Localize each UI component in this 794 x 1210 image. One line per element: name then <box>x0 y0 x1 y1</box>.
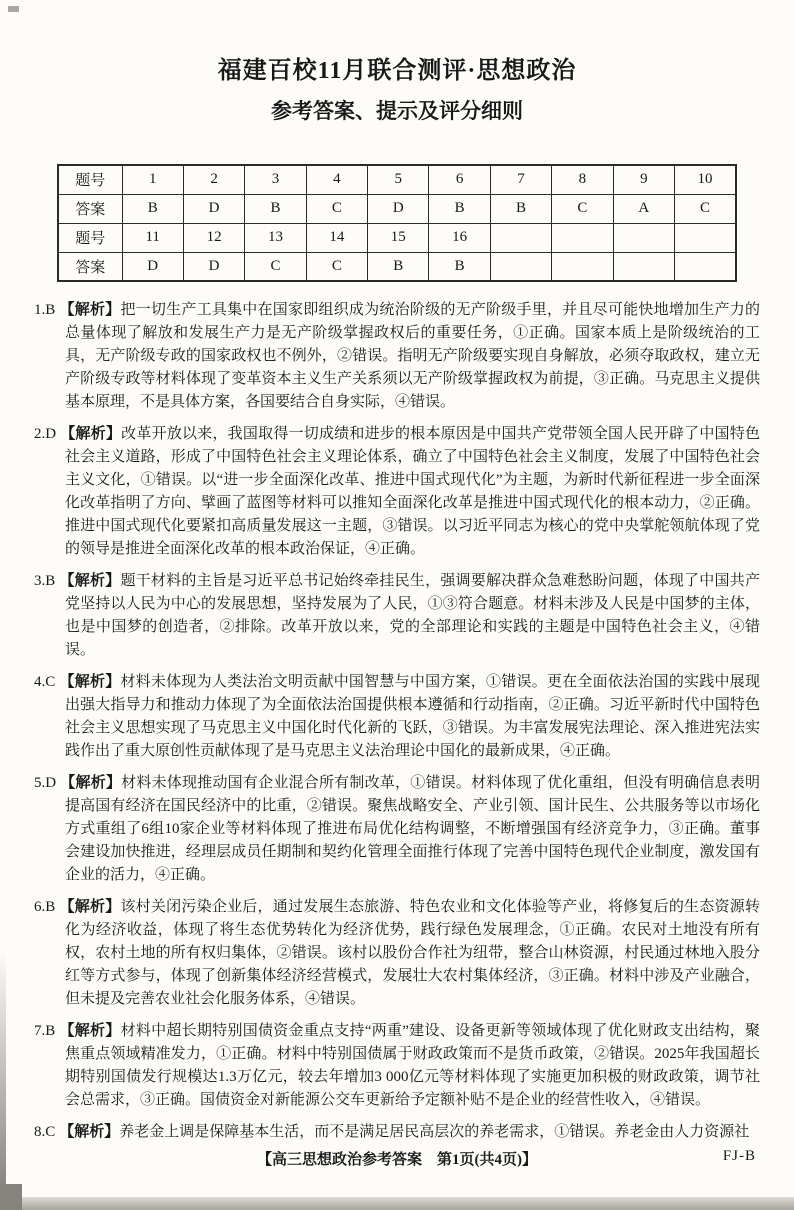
answer-cell <box>490 252 551 281</box>
question-cell: 10 <box>675 165 736 194</box>
explanation-text: 材料未体现推动国有企业混合所有制改革，①错误。材料体现了优化重组，但没有明确信息表明提高国有经济在国民经济中的比重，②错误。聚焦战略安全、产业引领、国计民生、公共服务等以市场化方式重组了6组10家企业等材料体现了推进布局优化结构调整，不断增强国有经济竞争力，③正确。董事会建设加快推进，经理层成员任期制和契约化管理全面推行体现了完善中国特色现代企业制度，激发国有企业的活力，④正确。 <box>65 775 760 883</box>
question-cell: 1 <box>122 165 183 194</box>
scan-artifact-bottom-edge <box>0 1197 794 1210</box>
analysis-marker: 【解析】 <box>60 775 122 791</box>
question-cell <box>552 223 613 252</box>
explanation-text: 改革开放以来，我国取得一切成绩和进步的根本原因是中国共产党带领全国人民开辟了中国特色社会主义道路，形成了中国特色社会主义理论体系，确立了中国特色社会主义制度，发展了中国特色社会主义文化，①错误。以“进一步全面深化改革、推进中国式现代化”为主题，为新时代新征程进一步全面深化改革指明了方向、擘画了蓝图等材料可以推知全面深化改革是推进中国式现代化的根本动力，②正确。推进中国式现代化要紧扣高质量发展这一主题，③错误。以习近平同志为核心的党中央掌舵领航体现了党的领导是推进全面深化改革的根本政治保证，④正确。 <box>65 426 760 557</box>
question-cell: 4 <box>306 165 367 194</box>
explanation-number: 4.C <box>34 674 56 690</box>
question-cell <box>613 223 674 252</box>
explanation-item-5 <box>34 772 760 887</box>
explanation-item-4 <box>34 671 760 763</box>
answer-cell: A <box>613 194 674 223</box>
explanations-section <box>34 299 760 1144</box>
answer-cell: D <box>183 194 244 223</box>
question-cell: 8 <box>552 165 613 194</box>
question-cell: 15 <box>368 223 429 252</box>
question-cell: 5 <box>368 165 429 194</box>
row-header-answer: 答案 <box>58 252 122 281</box>
explanation-item-1 <box>34 299 760 414</box>
explanation-number: 7.B <box>34 1023 56 1039</box>
answer-cell: B <box>245 194 306 223</box>
analysis-marker: 【解析】 <box>59 302 121 318</box>
analysis-marker: 【解析】 <box>59 899 121 915</box>
explanation-number: 2.D <box>34 426 57 442</box>
question-cell: 16 <box>429 223 490 252</box>
row-header-answer: 答案 <box>58 194 122 223</box>
explanation-item-8 <box>34 1121 760 1144</box>
answer-cell: B <box>429 252 490 281</box>
explanation-item-2 <box>34 423 760 561</box>
question-number-row <box>58 165 736 194</box>
analysis-marker: 【解析】 <box>59 674 121 690</box>
answer-cell: D <box>183 252 244 281</box>
explanation-text: 把一切生产工具集中在国家即组织成为统治阶级的无产阶级手里，并且尽可能快地增加生产力的总量体现了解放和发展生产力是无产阶级掌握政权后的重要任务，①正确。国家本质上是阶级统治的工具，无产阶级专政的国家政权也不例外，②错误。指明无产阶级要实现自身解放，必须夺取政权，建立无产阶级专政等材料体现了变革资本主义生产关系须以无产阶级掌握政权为前提，③正确。马克思主义提供基本原理，不是具体方案，各国要结合自身实际，④错误。 <box>65 302 760 410</box>
answer-cell: B <box>429 194 490 223</box>
question-cell: 3 <box>245 165 306 194</box>
footer-paper-code: FJ-B <box>722 1148 756 1164</box>
explanation-number: 5.D <box>34 775 57 791</box>
analysis-marker: 【解析】 <box>59 1124 120 1140</box>
explanation-number: 1.B <box>34 302 56 318</box>
explanation-number: 6.B <box>34 899 56 915</box>
question-cell: 14 <box>306 223 367 252</box>
question-cell: 13 <box>245 223 306 252</box>
answer-cell: C <box>245 252 306 281</box>
explanation-item-7 <box>34 1020 760 1112</box>
question-cell: 9 <box>613 165 674 194</box>
page-footer <box>0 1148 794 1170</box>
analysis-marker: 【解析】 <box>59 573 121 589</box>
answer-cell <box>552 252 613 281</box>
scan-artifact-top-left <box>8 6 19 12</box>
answer-cell <box>613 252 674 281</box>
question-cell: 2 <box>183 165 244 194</box>
explanation-number: 3.B <box>34 573 56 589</box>
answer-cell: D <box>122 252 183 281</box>
explanation-text: 题干材料的主旨是习近平总书记始终牵挂民生，强调要解决群众急难愁盼问题，体现了中国共产党坚持以人民为中心的发展思想，坚持发展为了人民，①③符合题意。材料未涉及人民是中国梦的主体，也是中国梦的创造者，②排除。改革开放以来，党的全部理论和实践的主题是中国特色社会主义，④错误。 <box>65 573 760 658</box>
explanation-item-3 <box>34 570 760 662</box>
question-cell: 7 <box>490 165 551 194</box>
row-header-question: 题号 <box>58 223 122 252</box>
question-cell <box>490 223 551 252</box>
scan-artifact-left-edge <box>0 950 6 1210</box>
explanation-text: 该村关闭污染企业后，通过发展生态旅游、特色农业和文化体验等产业，将修复后的生态资源转化为经济收益，体现了将生态优势转化为经济优势，践行绿色发展理念，①正确。农民对土地没有所有权，农村土地的所有权归集体，②错误。该村以股份合作社为纽带，整合山林资源，村民通过林地入股分红等方式参与，体现了创新集体经济经营模式，发展壮大农村集体经济，③正确。材料中涉及产业融合，但未提及完善农业社会化服务体系，④错误。 <box>65 899 760 1007</box>
answer-cell: D <box>368 194 429 223</box>
row-header-question: 题号 <box>58 165 122 194</box>
answer-cell: C <box>306 194 367 223</box>
answer-cell <box>675 252 736 281</box>
answer-cell: C <box>552 194 613 223</box>
answer-row <box>58 194 736 223</box>
question-cell: 12 <box>183 223 244 252</box>
answer-cell: B <box>490 194 551 223</box>
answer-row <box>58 252 736 281</box>
answer-cell: B <box>122 194 183 223</box>
answer-cell: C <box>306 252 367 281</box>
question-cell: 11 <box>122 223 183 252</box>
question-number-row <box>58 223 736 252</box>
analysis-marker: 【解析】 <box>59 1023 121 1039</box>
answer-cell: B <box>368 252 429 281</box>
answer-table-wrapper <box>57 164 737 282</box>
scan-artifact-bottom-left-corner <box>0 1184 22 1210</box>
explanation-text: 养老金上调是保障基本生活，而不是满足居民高层次的养老需求，①错误。养老金由人力资源社 <box>119 1124 750 1140</box>
page-title: 福建百校11月联合测评·思想政治 <box>217 58 577 84</box>
question-cell: 6 <box>429 165 490 194</box>
question-cell <box>675 223 736 252</box>
page-subtitle: 参考答案、提示及评分细则 <box>271 99 523 123</box>
explanation-number: 8.C <box>34 1124 56 1140</box>
answer-table <box>57 164 737 282</box>
answer-cell: C <box>675 194 736 223</box>
explanation-item-6 <box>34 896 760 1011</box>
footer-text: 【高三思想政治参考答案 第1页(共4页)】 <box>257 1152 537 1168</box>
explanation-text: 材料中超长期特别国债资金重点支持“两重”建设、设备更新等领域体现了优化财政支出结构，聚焦重点领域精准发力，①正确。材料中特别国债属于财政政策而不是货币政策，②错误。2025年我国超长期特别国债发行规模达1.3万亿元，较去年增加3 000亿元等材料体现了实施更加积极的财政政策，调节社会总需求，③正确。国债资金对新能源公交车更新给予定额补贴不是企业的经营性收入，④错误。 <box>65 1023 760 1108</box>
explanation-text: 材料未体现为人类法治文明贡献中国智慧与中国方案，①错误。更在全面依法治国的实践中展现出强大指导力和推动力体现了为全面依法治国提供根本遵循和行动指南，②正确。习近平新时代中国特色社会主义思想实现了马克思主义中国化时代化新的飞跃，③错误。为丰富发展宪法理论、深入推进宪法实践作出了重大原创性贡献体现了是马克思主义法治理论中国化的最新成果，④正确。 <box>65 674 760 759</box>
analysis-marker: 【解析】 <box>60 426 122 442</box>
